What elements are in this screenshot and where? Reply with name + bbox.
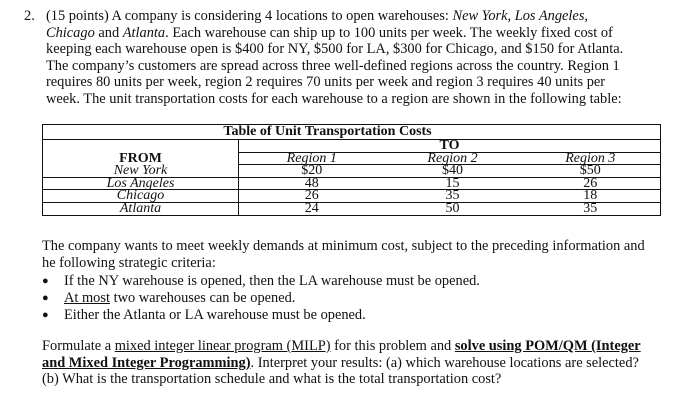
table-from-label: FROM bbox=[43, 152, 239, 165]
task-instructions bbox=[42, 338, 682, 388]
problem-line-2-mid: and bbox=[94, 24, 123, 41]
problem-line-1-text: (15 points) A company is considering 4 locations to open warehouses: bbox=[46, 8, 453, 24]
problem-line-3: keeping each warehouse open is $400 for NY, $500 for LA, $300 for Chicago, and $150 for Atlanta. bbox=[46, 41, 624, 58]
problem-line-2-text: . Each warehouse can ship up to 100 units per week. The weekly fixed cost of bbox=[165, 24, 613, 41]
task-line-1-text-b: for this problem and bbox=[330, 338, 455, 354]
criteria-intro-line-2: he following strategic criteria: bbox=[42, 254, 216, 271]
table-cell: 18 bbox=[521, 190, 661, 203]
table-region-2-header: Region 2 bbox=[385, 152, 521, 165]
table-region-1-header: Region 1 bbox=[239, 152, 385, 165]
table-cell: 35 bbox=[385, 190, 521, 203]
criteria-item-text: Either the Atlanta or LA warehouse must be opened. bbox=[64, 307, 366, 324]
list-item bbox=[42, 307, 480, 324]
table-row-label: Los Angeles bbox=[43, 177, 239, 190]
table-cell: $20 bbox=[239, 165, 385, 178]
table-row-label: Atlanta bbox=[43, 202, 239, 215]
task-line-3: (b) What is the transportation schedule and what is the total transportation cost? bbox=[42, 371, 502, 388]
task-line-1-text-a: Formulate a bbox=[42, 338, 115, 354]
criteria-item-text: If the NY warehouse is opened, then the LA warehouse must be opened. bbox=[64, 273, 480, 289]
problem-line-2-italic-b: Atlanta bbox=[122, 24, 166, 41]
table-cell: 26 bbox=[521, 177, 661, 190]
criteria-intro-line-1: The company wants to meet weekly demands at minimum cost, subject to the preceding information and bbox=[42, 238, 645, 254]
problem-statement bbox=[24, 8, 664, 108]
list-item bbox=[42, 290, 480, 307]
table-row-label: New York bbox=[43, 165, 239, 178]
milp-term: mixed integer linear program (MILP) bbox=[114, 338, 331, 354]
solve-instruction-b: and Mixed Integer Programming) bbox=[42, 354, 251, 371]
problem-line-2 bbox=[46, 25, 664, 42]
problem-line-1 bbox=[46, 8, 664, 25]
bullet-icon: ● bbox=[42, 309, 49, 322]
criteria-item-underlined: At most bbox=[64, 290, 110, 307]
table-cell: $50 bbox=[521, 165, 661, 178]
table-cell: $40 bbox=[385, 165, 521, 178]
problem-number: 2. bbox=[24, 8, 35, 24]
task-line-2-text: . Interpret your results: (a) which warehouse locations are selected? bbox=[250, 354, 639, 371]
problem-line-6: week. The unit transportation costs for each warehouse to a region are shown in the following table: bbox=[46, 90, 622, 107]
criteria-item-text bbox=[64, 290, 295, 307]
table-cell: 50 bbox=[385, 202, 521, 215]
table-cell: 26 bbox=[239, 190, 385, 203]
table-to-label: TO bbox=[239, 140, 661, 153]
criteria-list bbox=[42, 273, 480, 325]
table-region-3-header: Region 3 bbox=[521, 152, 661, 165]
transportation-cost-table bbox=[42, 124, 661, 216]
problem-line-1-italic: New York, Los Angeles, bbox=[452, 8, 589, 24]
table-row bbox=[43, 202, 661, 215]
table-cell: 48 bbox=[239, 177, 385, 190]
list-item bbox=[42, 273, 480, 290]
table-title: Table of Unit Transportation Costs bbox=[43, 125, 661, 140]
criteria-intro bbox=[42, 238, 682, 271]
table-cell: 15 bbox=[385, 177, 521, 190]
problem-line-2-italic-a: Chicago bbox=[46, 24, 95, 41]
bullet-icon: ● bbox=[42, 292, 49, 305]
bullet-icon: ● bbox=[42, 275, 49, 287]
problem-line-4: The company’s customers are spread across three well-defined regions across the country. Region 1 bbox=[46, 57, 620, 74]
table-cell: 24 bbox=[239, 202, 385, 215]
problem-line-5: requires 80 units per week, region 2 requires 70 units per week and region 3 requires 40 units per bbox=[46, 74, 606, 91]
solve-instruction-a: solve using POM/QM (Integer bbox=[454, 338, 641, 354]
criteria-item-rest: two warehouses can be opened. bbox=[109, 290, 296, 307]
task-line-2 bbox=[42, 355, 682, 372]
table-title-row bbox=[43, 125, 661, 140]
table-cell: 35 bbox=[521, 202, 661, 215]
task-line-1 bbox=[42, 338, 682, 355]
table-row-label: Chicago bbox=[43, 190, 239, 203]
